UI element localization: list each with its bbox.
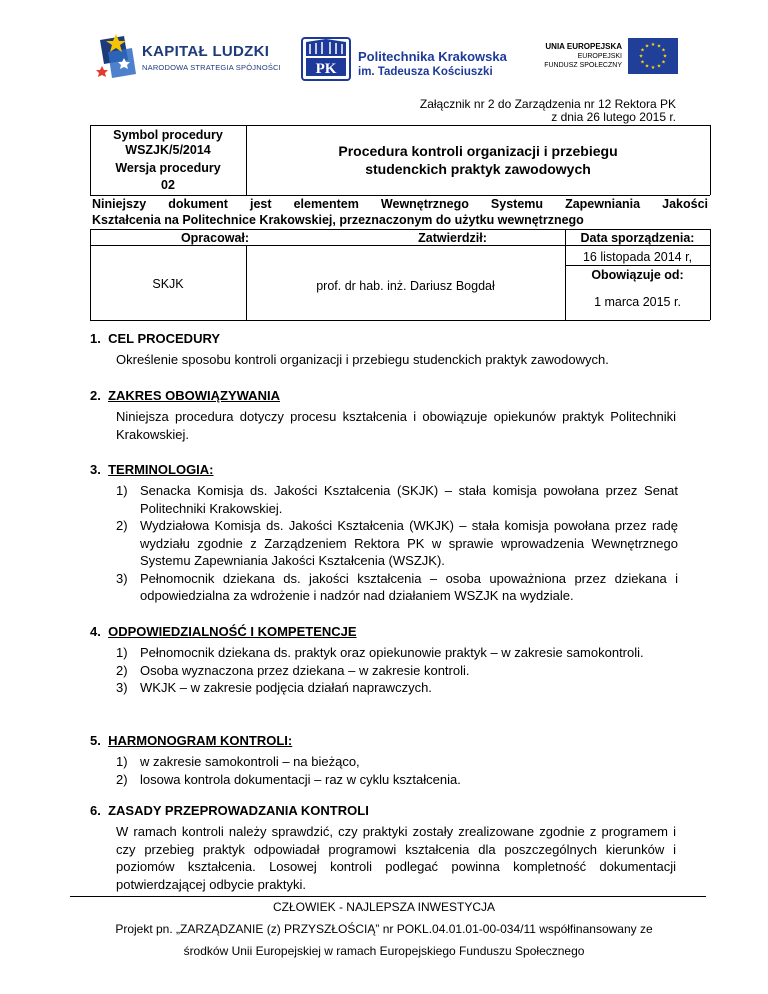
svg-text:★: ★	[644, 43, 650, 50]
section-2-text: Niniejsza procedura dotyczy procesu kształcenia i obowiązuje opiekunów praktyk Politechniki Krakowskiej.	[116, 409, 676, 442]
section-number: 1.	[90, 331, 101, 346]
eu-flag-icon	[628, 38, 678, 74]
version-value: 02	[161, 178, 175, 192]
svg-text:★: ★	[661, 47, 666, 54]
section-2-heading	[90, 388, 280, 403]
svg-text:★: ★	[640, 59, 645, 66]
procedure-title-line1: Procedura kontroli organizacji i przebiegu	[338, 143, 618, 159]
politechnika-crest-icon	[300, 36, 352, 82]
version-label: Wersja procedury	[115, 161, 221, 175]
politechnika-subname: im. Tadeusza Kościuszki	[358, 66, 493, 78]
section-5-heading	[90, 733, 292, 748]
eu-fund-label-2: FUNDUSZ SPOŁECZNY	[544, 62, 622, 69]
eu-union-label: UNIA EUROPEJSKA	[545, 42, 622, 51]
section-3-heading	[90, 462, 214, 477]
symbol-label: Symbol procedury	[113, 128, 223, 142]
internal-use-notice-1: Niniejszy dokument jest elementem Wewnętrznego Systemu Zapewniania Jakości	[92, 197, 708, 211]
footer-funding: środków Unii Europejskiej w ramach Europejskiego Funduszu Społecznego	[183, 944, 585, 958]
section-4-heading	[90, 624, 357, 639]
kapital-ludzki-emblem-icon	[94, 30, 142, 82]
list-item: 2) Osoba wyznaczona przez dziekana – w zakresie kontroli.	[116, 662, 470, 678]
date-prepared-value: 16 listopada 2014 r,	[582, 250, 693, 264]
approved-by-label: Zatwierdził:	[418, 231, 487, 245]
footer-project: Projekt pn. „ZARZĄDZANIE (z) PRZYSZŁOŚCIĄ” nr POKL.04.01.01-00-034/11 współfinansowany ze	[115, 922, 653, 936]
section-number: 4.	[90, 624, 101, 639]
svg-text:★: ★	[656, 63, 662, 70]
svg-text:★: ★	[650, 42, 656, 48]
svg-text:★: ★	[650, 65, 656, 71]
list-item: 1) Senacka Komisja ds. Jakości Kształcenia (SKJK) – stała komisja powołana przez Senat Politechniki Krakowskiej.	[116, 483, 678, 516]
section-6-text: W ramach kontroli należy sprawdzić, czy praktyki zostały zrealizowane zgodnie z programem i czy przebieg praktyk odpowiadał programowi kształcenia dla poszczególnych kierunków i poziomów kształcenia. Losowej kontroli podlegać powinna kompletność dokumentacji potwierdzającej odbycie praktyki.	[116, 824, 676, 892]
kapital-ludzki-subtitle: NARODOWA STRATEGIA SPÓJNOŚCI	[142, 63, 281, 72]
svg-text:★: ★	[640, 47, 645, 54]
list-item: 2) losowa kontrola dokumentacji – raz w cyklu kształcenia.	[116, 771, 461, 787]
section-number: 2.	[90, 388, 101, 403]
section-4-list	[116, 644, 678, 697]
kapital-ludzki-title: KAPITAŁ LUDZKI	[142, 43, 270, 60]
annex-date: z dnia 26 lutego 2015 r.	[551, 110, 676, 124]
internal-use-notice-2: Kształcenia na Politechnice Krakowskiej, przeznaczonym do użytku wewnętrznego	[92, 213, 584, 227]
section-title: ODPOWIEDZIALNOŚĆ I KOMPETENCJE	[108, 624, 357, 639]
section-6-heading	[90, 803, 369, 818]
section-3-list	[116, 482, 678, 605]
eu-fund-label-1: EUROPEJSKI	[577, 53, 622, 60]
svg-text:★: ★	[644, 63, 650, 70]
section-title: HARMONOGRAM KONTROLI:	[108, 733, 293, 748]
list-item: 1) Pełnomocnik dziekana ds. praktyk oraz opiekunowie praktyk – w zakresie samokontroli.	[116, 645, 644, 660]
section-title: ZASADY PRZEPROWADZANIA KONTROLI	[108, 803, 369, 818]
section-number: 5.	[90, 733, 101, 748]
kapital-ludzki-logo	[94, 30, 142, 82]
svg-text:★: ★	[656, 43, 662, 50]
eu-flag	[628, 38, 678, 74]
date-prepared-label: Data sporządzenia:	[580, 231, 695, 245]
approved-by-value: prof. dr hab. inż. Dariusz Bogdał	[316, 279, 495, 293]
list-item: 1) w zakresie samokontroli – na bieżąco,	[116, 754, 360, 769]
procedure-title-line2: studenckich praktyk zawodowych	[365, 161, 591, 177]
section-1-text: Określenie sposobu kontroli organizacji i przebiegu studenckich praktyk zawodowych.	[116, 352, 609, 367]
politechnika-mark: PK	[315, 61, 337, 77]
effective-from-label: Obowiązuje od:	[591, 268, 684, 282]
svg-text:★: ★	[638, 53, 644, 60]
section-title: ZAKRES OBOWIĄZYWANIA	[108, 388, 280, 403]
section-number: 3.	[90, 462, 101, 477]
svg-text:★: ★	[661, 59, 666, 66]
politechnika-name: Politechnika Krakowska	[358, 49, 507, 64]
section-number: 6.	[90, 803, 101, 818]
prepared-by-label: Opracował:	[180, 231, 250, 245]
symbol-value: WSZJK/5/2014	[125, 143, 211, 157]
politechnika-logo	[300, 36, 352, 82]
section-1-heading	[90, 331, 220, 346]
prepared-by-value: SKJK	[152, 277, 184, 291]
section-title: TERMINOLOGIA:	[108, 462, 214, 477]
svg-text:★: ★	[662, 53, 668, 60]
annex-reference: Załącznik nr 2 do Zarządzenia nr 12 Rektora PK	[419, 97, 676, 111]
list-item: 3) Pełnomocnik dziekana ds. jakości kształcenia – osoba upoważniona przez dziekana i odpowiedzialna za wdrożenie i nadzór nad działaniem WSZJK na wydziale.	[116, 570, 678, 603]
list-item: 3) WKJK – w zakresie podjęcia działań naprawczych.	[116, 680, 432, 695]
section-5-list	[116, 753, 678, 788]
effective-from-value: 1 marca 2015 r.	[594, 295, 681, 309]
footer-divider	[70, 896, 706, 897]
list-item: 2) Wydziałowa Komisja ds. Jakości Kształcenia (WKJK) – stała komisja powołana przez radę wydziału zgodnie z Zarządzeniem Rektora PK w sprawie wprowadzenia Wewnętrznego Systemu Zapewniania Jakości Kształcenia (WSZJK).	[116, 518, 678, 568]
footer-slogan: CZŁOWIEK - NAJLEPSZA INWESTYCJA	[272, 900, 496, 914]
section-title: CEL PROCEDURY	[108, 331, 221, 346]
